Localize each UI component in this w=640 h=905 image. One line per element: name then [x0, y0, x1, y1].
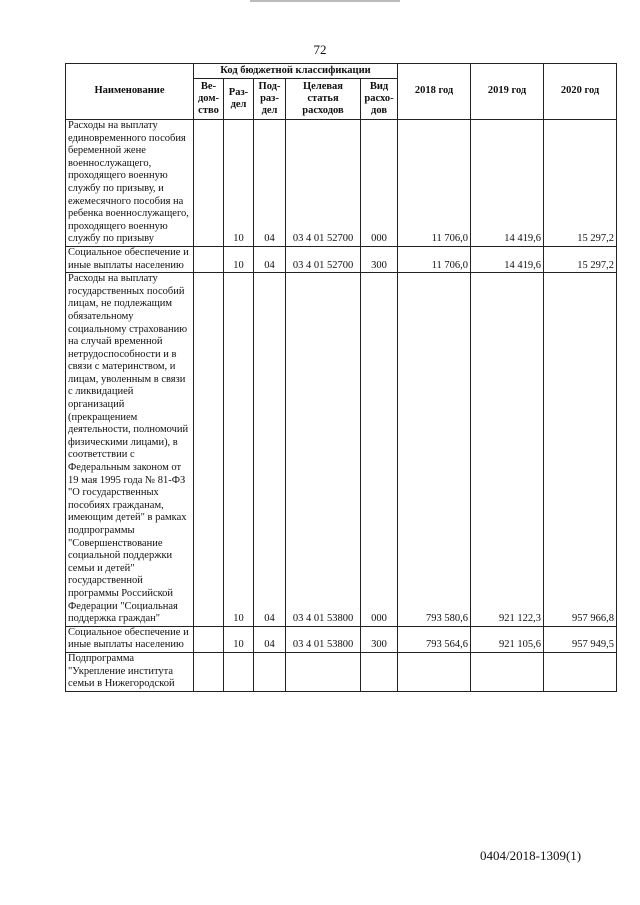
row-celevaya: 03 4 01 52700 [286, 246, 361, 272]
scan-artifact [250, 0, 400, 2]
row-2019: 14 419,6 [471, 120, 544, 247]
row-name: Расходы на выплату единовременного пособия беременной жене военнослужащего, проходящего военную службу по призыву, и ежемесячного пособия на ребенка военнослужащего, проходящего военную службу по призыву [66, 120, 194, 247]
row-vid [361, 652, 398, 691]
page-number: 72 [313, 42, 327, 57]
table-row [66, 120, 617, 247]
row-ved [194, 652, 224, 691]
table-row [66, 273, 617, 627]
header-name: Наименование [66, 64, 194, 120]
row-celevaya: 03 4 01 53800 [286, 626, 361, 652]
header-vedomstvo: Ве- дом- ство [194, 79, 224, 120]
row-2020: 957 949,5 [544, 626, 617, 652]
row-podrazdel: 04 [254, 273, 286, 627]
row-podrazdel [254, 652, 286, 691]
table-row [66, 246, 617, 272]
row-2019: 921 122,3 [471, 273, 544, 627]
row-ved [194, 120, 224, 247]
row-podrazdel: 04 [254, 120, 286, 247]
row-2020: 15 297,2 [544, 120, 617, 247]
table-row [66, 652, 617, 691]
row-2018: 793 564,6 [398, 626, 471, 652]
row-2019: 921 105,6 [471, 626, 544, 652]
header-year-2020: 2020 год [544, 64, 617, 120]
row-name: Расходы на выплату государственных пособий лицам, не подлежащим обязательному социальному страхованию на случай временной нетрудоспособности и в связи с материнством, и лицам, уволенным в связи с ликвидацией организаций (прекращением деятельности, полномочий физическими лицами), в соответствии с Федеральным законом от 19 мая 1995 года № 81-ФЗ "О государственных пособиях гражданам, имеющим детей" в рамках подпрограммы "Совершенствование социальной поддержки семьи и детей" государственной программы Российской Федерации "Социальная поддержка граждан" [66, 273, 194, 627]
row-razdel: 10 [224, 246, 254, 272]
row-name: Социальное обеспечение и иные выплаты населению [66, 626, 194, 652]
header-budget-code: Код бюджетной классификации [194, 64, 398, 79]
row-ved [194, 246, 224, 272]
row-2018 [398, 652, 471, 691]
row-razdel: 10 [224, 626, 254, 652]
header-podrazdel: Под- раз- дел [254, 79, 286, 120]
row-podrazdel: 04 [254, 246, 286, 272]
row-celevaya: 03 4 01 53800 [286, 273, 361, 627]
header-year-2018: 2018 год [398, 64, 471, 120]
row-ved [194, 273, 224, 627]
table-row [66, 626, 617, 652]
document-code: 0404/2018-1309(1) [480, 848, 582, 863]
row-podrazdel: 04 [254, 626, 286, 652]
row-2019 [471, 652, 544, 691]
row-2018: 11 706,0 [398, 246, 471, 272]
row-name: Подпрограмма "Укрепление института семьи в Нижегородской [66, 652, 194, 691]
row-celevaya [286, 652, 361, 691]
row-razdel [224, 652, 254, 691]
row-vid: 000 [361, 120, 398, 247]
row-2020: 957 966,8 [544, 273, 617, 627]
header-razdel: Раз- дел [224, 79, 254, 120]
header-year-2019: 2019 год [471, 64, 544, 120]
row-celevaya: 03 4 01 52700 [286, 120, 361, 247]
budget-table [65, 63, 617, 692]
row-name: Социальное обеспечение и иные выплаты населению [66, 246, 194, 272]
header-celevaya: Целевая статья расходов [286, 79, 361, 120]
row-razdel: 10 [224, 120, 254, 247]
row-vid: 300 [361, 246, 398, 272]
row-vid: 300 [361, 626, 398, 652]
row-2018: 11 706,0 [398, 120, 471, 247]
row-2020: 15 297,2 [544, 246, 617, 272]
row-razdel: 10 [224, 273, 254, 627]
header-vid: Вид расхо- дов [361, 79, 398, 120]
row-vid: 000 [361, 273, 398, 627]
row-2019: 14 419,6 [471, 246, 544, 272]
row-ved [194, 626, 224, 652]
row-2020 [544, 652, 617, 691]
row-2018: 793 580,6 [398, 273, 471, 627]
